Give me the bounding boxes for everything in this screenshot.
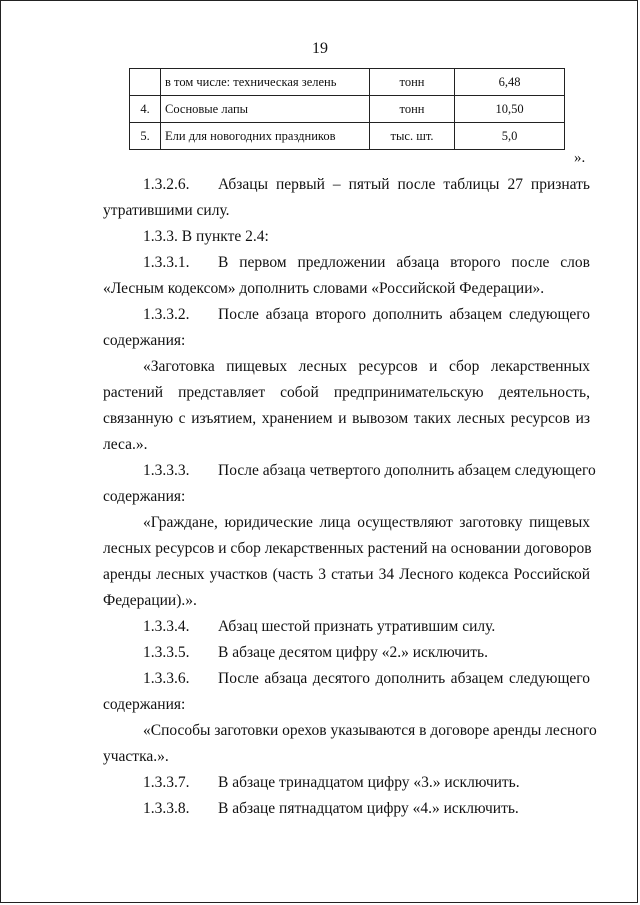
- section-heading: 1.3.3. В пункте 2.4:: [143, 228, 269, 245]
- paragraph-line: После абзаца четвертого дополнить абзацем следующего: [218, 462, 596, 479]
- paragraph-line: Абзац шестой признать утратившим силу.: [218, 618, 496, 635]
- table-cell-unit: тонн: [370, 96, 455, 123]
- item-number: 1.3.3.2.: [143, 306, 190, 323]
- table-cell-num: [130, 69, 161, 96]
- table-cell-name: Ели для новогодних праздников: [161, 123, 370, 150]
- quote-line: «Способы заготовки орехов указываются в договоре аренды лесного: [143, 722, 597, 739]
- table-cell-name: Сосновые лапы: [161, 96, 370, 123]
- item-number: 1.3.3.4.: [143, 618, 190, 635]
- table-cell-num: 5.: [130, 123, 161, 150]
- paragraph-line: содержания:: [103, 332, 186, 349]
- quote-line: аренды лесных участков (часть 3 статьи 34 Лесного кодекса Российской: [103, 566, 590, 583]
- table-closing-quote: ».: [574, 150, 586, 166]
- quote-line: «Граждане, юридические лица осуществляют заготовку пищевых: [143, 514, 590, 531]
- table-cell-unit: тыс. шт.: [370, 123, 455, 150]
- table-cell-num: 4.: [130, 96, 161, 123]
- table-row: [130, 69, 565, 96]
- table-cell-name: в том числе: техническая зелень: [161, 69, 370, 96]
- paragraph-line: В абзаце десятом цифру «2.» исключить.: [218, 644, 488, 661]
- item-number: 1.3.3.1.: [143, 254, 190, 271]
- quote-line: лесных ресурсов и сбор лекарственных растений на основании договоров: [103, 540, 592, 557]
- table-cell-value: 6,48: [455, 69, 565, 96]
- item-number: 1.3.3.8.: [143, 800, 190, 817]
- paragraph-line: В абзаце тринадцатом цифру «3.» исключить.: [218, 774, 520, 791]
- quote-line: участка.».: [103, 748, 169, 765]
- quote-line: растений представляет собой предпринимательскую деятельность,: [103, 384, 590, 401]
- table-cell-unit: тонн: [370, 69, 455, 96]
- item-number: 1.3.3.5.: [143, 644, 190, 661]
- page-number: 19: [312, 40, 328, 57]
- paragraph-line: содержания:: [103, 488, 186, 505]
- table-row: [130, 123, 565, 150]
- quote-line: Федерации).».: [103, 592, 197, 609]
- quote-line: «Заготовка пищевых лесных ресурсов и сбор лекарственных: [143, 358, 590, 375]
- quote-line: связанную с изъятием, хранением и вывозом таких лесных ресурсов из: [103, 410, 590, 427]
- quote-line: леса.».: [103, 436, 148, 453]
- item-number: 1.3.2.6.: [143, 176, 190, 193]
- item-number: 1.3.3.6.: [143, 670, 190, 687]
- table-cell-value: 5,0: [455, 123, 565, 150]
- table-row: [130, 96, 565, 123]
- table-cell-value: 10,50: [455, 96, 565, 123]
- paragraph-line: После абзаца десятого дополнить абзацем следующего: [218, 670, 590, 687]
- paragraph-line: После абзаца второго дополнить абзацем следующего: [218, 306, 590, 323]
- paragraph-line: содержания:: [103, 696, 186, 713]
- item-number: 1.3.3.3.: [143, 462, 190, 479]
- paragraph-line: В абзаце пятнадцатом цифру «4.» исключить.: [218, 800, 519, 817]
- paragraph-line: В первом предложении абзаца второго после слов: [218, 254, 590, 271]
- paragraph-line: утратившими силу.: [103, 202, 230, 219]
- paragraph-line: Абзацы первый – пятый после таблицы 27 признать: [218, 176, 590, 193]
- data-table: [129, 68, 565, 150]
- paragraph-line: «Лесным кодексом» дополнить словами «Российской Федерации».: [103, 280, 545, 297]
- item-number: 1.3.3.7.: [143, 774, 190, 791]
